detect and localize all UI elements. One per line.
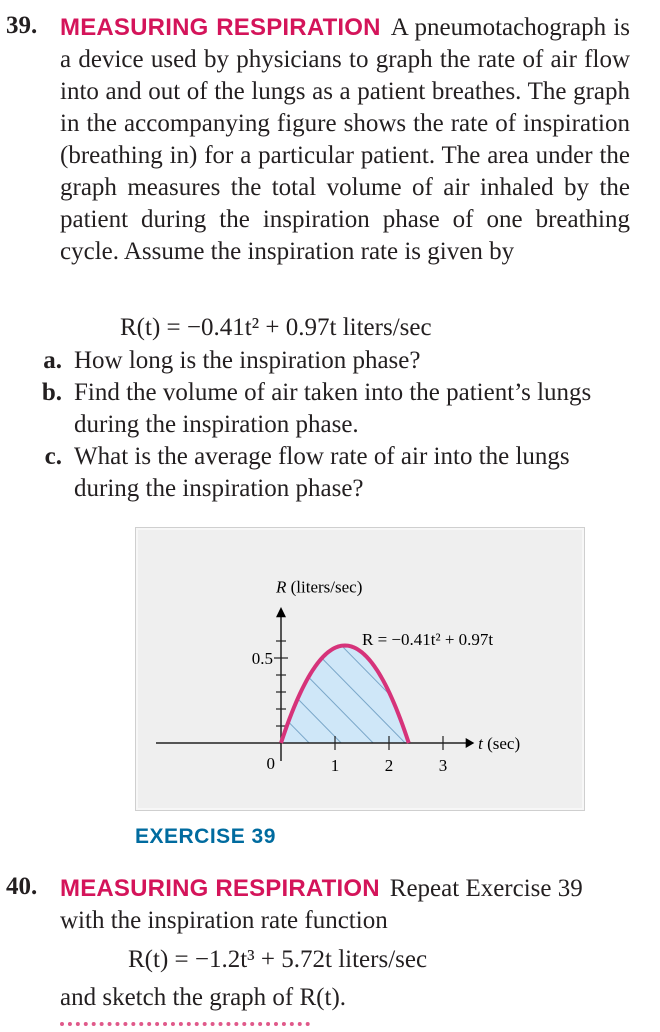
problem-40-heading: MEASURING RESPIRATION xyxy=(60,875,380,902)
part-b xyxy=(18,377,618,441)
origin-label: 0 xyxy=(266,754,275,773)
problem-40-number: 40. xyxy=(6,873,38,900)
hatch-line xyxy=(136,641,223,753)
part-a-text: How long is the inspiration phase? xyxy=(74,347,421,374)
part-b-text: Find the volume of air taken into the patient’s lungs during the inspiration phase. xyxy=(74,379,592,438)
hatch-line xyxy=(136,641,191,753)
problem-40-text: Repeat Exercise 39 with the inspiration rate function xyxy=(60,875,583,934)
problem-39-formula: R(t) = −0.41t² + 0.97t liters/sec xyxy=(120,314,432,341)
x-tick-label-1: 1 xyxy=(330,756,340,775)
problem-40-closing: and sketch the graph of R(t). xyxy=(60,984,347,1011)
problem-39-number: 39. xyxy=(6,12,38,39)
problem-39-parts xyxy=(18,345,618,505)
next-section-heading-fragment xyxy=(60,1022,310,1032)
hatch-line xyxy=(145,641,255,753)
problem-40-formula: R(t) = −1.2t³ + 5.72t liters/sec xyxy=(128,946,428,973)
y-axis-arrow xyxy=(276,607,286,617)
part-c-label: c. xyxy=(44,443,62,470)
figure-caption: EXERCISE 39 xyxy=(135,825,276,848)
x-axis-label: t (sec) xyxy=(478,734,521,753)
curve-label: R = −0.41t² + 0.97t xyxy=(362,629,494,649)
y-axis-label: R (liters/sec) xyxy=(276,577,363,597)
y-tick-label: 0.5 xyxy=(251,649,273,668)
part-b-label: b. xyxy=(41,379,62,406)
page-top-mark xyxy=(300,0,330,4)
problem-39-text: A pneumotachograph is a device used by physicians to graph the rate of air flow into and out of the lungs as a patient breathes. The graph in the accompanying figure shows the rate of inspiration (breathing in) for a particular patient. The area under the graph measures the total volume of air inhaled by the patient during the inspiration phase of one breathing cycle. Assume the inspiration rate is given by xyxy=(60,14,630,265)
x-axis-arrow xyxy=(466,738,475,748)
x-tick-label-3: 3 xyxy=(438,756,448,775)
problem-39-body xyxy=(60,12,630,268)
part-c-text: What is the average flow rate of air into the lungs during the inspiration phase? xyxy=(74,443,570,502)
respiration-chart xyxy=(136,528,584,810)
problem-39-heading: MEASURING RESPIRATION xyxy=(60,14,381,41)
x-tick-label-2: 2 xyxy=(384,756,394,775)
part-a-label: a. xyxy=(43,347,62,374)
part-c xyxy=(18,441,618,505)
part-a xyxy=(18,345,618,377)
figure-panel xyxy=(135,527,585,811)
problem-40-body xyxy=(60,873,630,937)
